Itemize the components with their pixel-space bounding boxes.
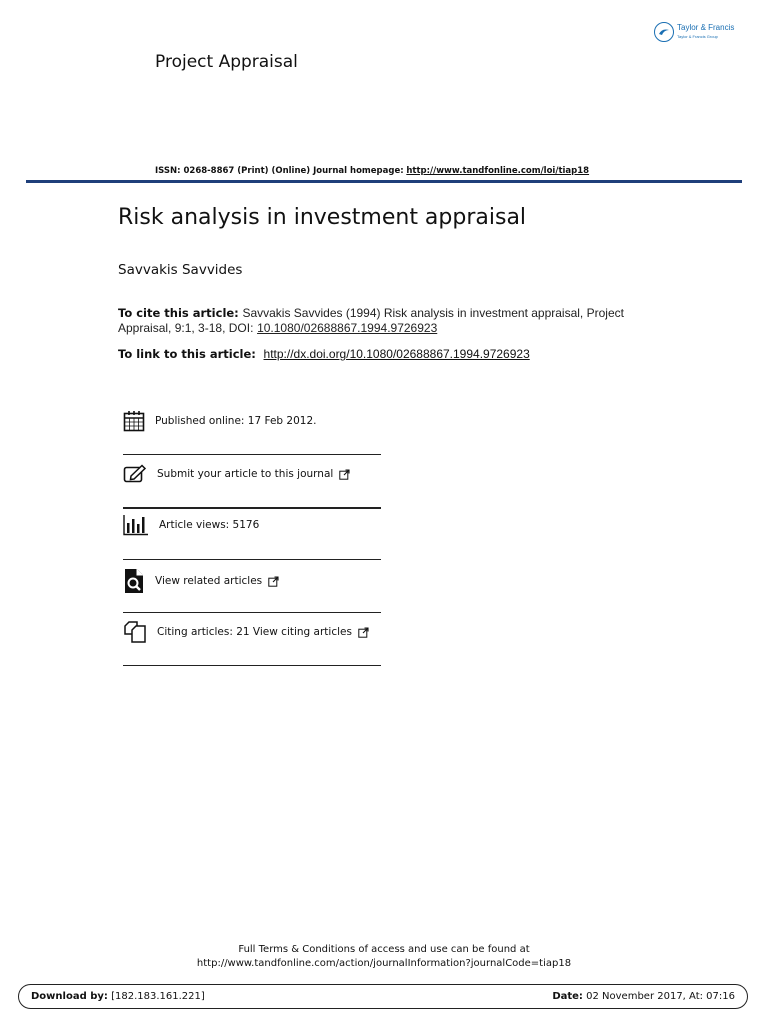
article-doi-url[interactable]: http://dx.doi.org/10.1080/02688867.1994.9726923 [263, 347, 530, 361]
bar-chart-icon [123, 514, 149, 536]
terms-line: Full Terms & Conditions of access and use can be found at [238, 944, 530, 955]
publisher-logo-icon [654, 22, 674, 42]
external-link-icon [268, 576, 279, 587]
external-link-icon [339, 469, 350, 480]
terms-notice [0, 943, 768, 971]
download-date [552, 991, 735, 1002]
info-divider [123, 665, 381, 666]
external-link-icon [358, 627, 369, 638]
publisher-name: Taylor & Francis [677, 23, 735, 32]
journal-name: Project Appraisal [155, 52, 298, 72]
download-by [31, 991, 205, 1002]
citation-label: To cite this article: [118, 306, 239, 320]
submit-article-link[interactable]: Submit your article to this journal [157, 468, 334, 480]
date-value: 02 November 2017, At: 07:16 [586, 991, 735, 1002]
citing-articles-icon [123, 621, 147, 643]
terms-url[interactable]: http://www.tandfonline.com/action/journalInformation?journalCode=tiap18 [196, 958, 572, 969]
download-info-bar [18, 984, 748, 1009]
article-title: Risk analysis in investment appraisal [118, 205, 527, 230]
submit-article-row[interactable] [123, 464, 381, 484]
info-divider [123, 559, 381, 560]
related-articles-link[interactable]: View related articles [155, 575, 263, 587]
date-label: Date: [552, 991, 583, 1002]
edit-icon [123, 464, 147, 484]
publisher-group: Taylor & Francis Group [677, 34, 718, 39]
published-online-row [123, 410, 381, 432]
citing-articles-link[interactable]: Citing articles: 21 View citing articles [157, 626, 352, 638]
citation [118, 306, 638, 336]
issn-text: ISSN: 0268-8867 (Print) (Online) Journal homepage: [155, 166, 404, 176]
article-views-row [123, 514, 381, 536]
info-divider [123, 612, 381, 613]
info-divider [123, 454, 381, 455]
download-value: [182.183.161.221] [111, 991, 205, 1002]
download-label: Download by: [31, 991, 108, 1002]
article-author: Savvakis Savvides [118, 262, 243, 278]
related-articles-row[interactable] [123, 568, 381, 594]
document-search-icon [123, 568, 145, 594]
journal-homepage-link[interactable]: http://www.tandfonline.com/loi/tiap18 [406, 166, 590, 176]
calendar-icon [123, 410, 145, 432]
publisher-logo [654, 22, 734, 42]
citation-doi-link[interactable]: 10.1080/02688867.1994.9726923 [257, 321, 438, 335]
header-rule [26, 180, 742, 183]
citing-articles-row[interactable] [123, 621, 381, 643]
citation-text: Savvakis Savvides (1994) Risk analysis in investment appraisal, Project Appraisal, 9:1, 3-18, DOI: [118, 306, 624, 335]
issn-line [155, 166, 589, 176]
info-divider [123, 507, 381, 509]
article-link [118, 347, 530, 361]
published-online-text: Published online: 17 Feb 2012. [155, 415, 317, 427]
article-views-text: Article views: 5176 [159, 519, 260, 531]
link-label: To link to this article: [118, 347, 256, 361]
